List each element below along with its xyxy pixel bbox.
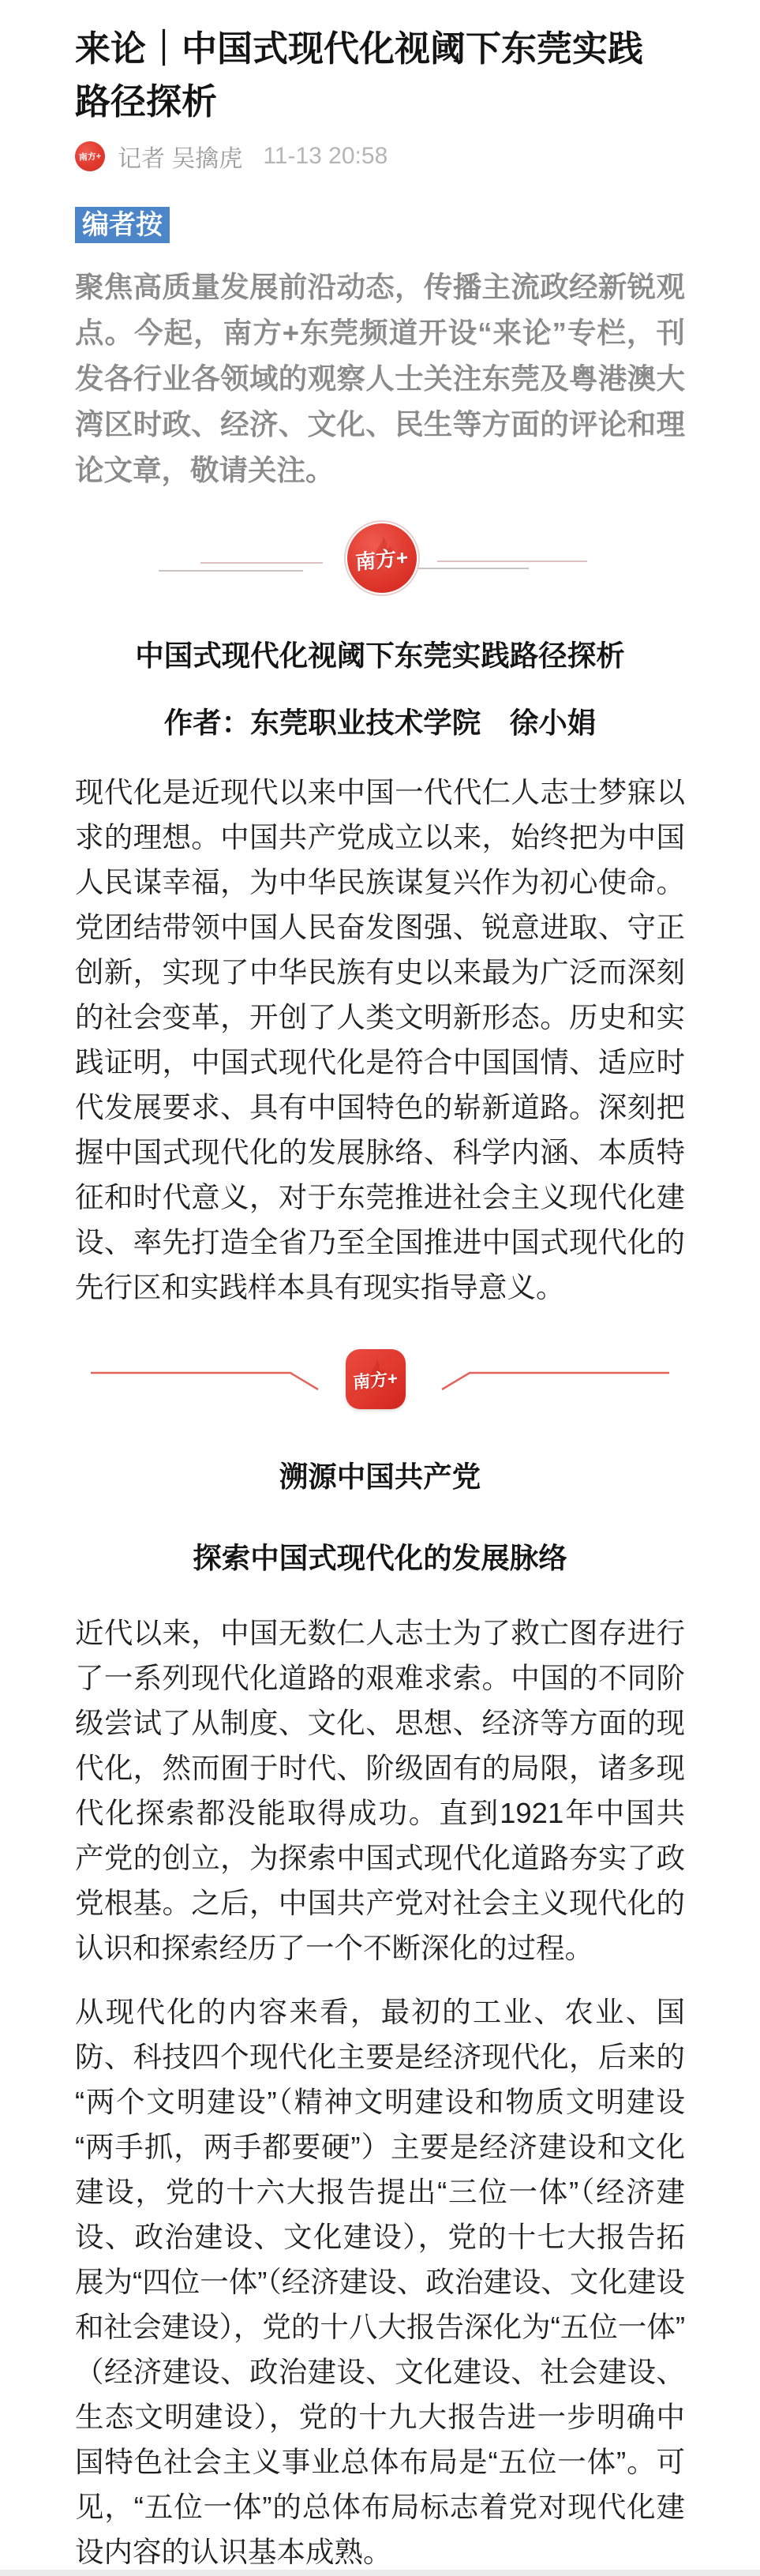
section2-heading-line1: 溯源中国共产党 (279, 1460, 481, 1493)
nanfang-plus-avatar-icon: 南方+ (74, 141, 107, 173)
section-divider-app-icon (75, 1341, 685, 1420)
divider-line (159, 570, 303, 572)
section1-heading: 中国式现代化视阈下东莞实践路径探析 (135, 639, 625, 672)
divider-line-left (89, 1370, 342, 1392)
section2-heading-line2: 探索中国式现代化的发展脉络 (193, 1542, 567, 1574)
divider-line (200, 562, 323, 564)
publish-time: 11-13 20:58 (263, 143, 388, 169)
nanfang-plus-logo-text: 南方+ (352, 1367, 399, 1393)
editor-note-badge: 编者按 (75, 207, 170, 243)
reporter-name[interactable]: 记者 吴擒虎 (118, 146, 243, 172)
nanfang-plus-app-logo-icon (346, 1349, 406, 1409)
divider-line (416, 568, 529, 569)
section1-author: 作者：东莞职业技术学院 徐小娟 (163, 707, 597, 739)
divider-line (437, 561, 587, 562)
clipped-next-block-edge (0, 2570, 760, 2576)
paragraph: 现代化是近现代以来中国一代代仁人志士梦寐以求的理想。中国共产党成立以来，始终把为中国人民谋幸福，为中华民族谋复兴作为初心使命。党团结带领中国人民奋发图强、锐意进取、守正创新，实现了中华民族有史以来最为广泛而深刻的社会变革，开创了人类文明新形态。历史和实践证明，中国式现代化是符合中国国情、适应时代发展要求、具有中国特色的崭新道路。深刻把握中国式现代化的发展脉络、科学内涵、本质特征和时代意义，对于东莞推进社会主义现代化建设、率先打造全省乃至全国推进中国式现代化的先行区和实践样本具有现实指导意义。 (75, 776, 685, 1303)
paragraph: 近代以来，中国无数仁人志士为了救亡图存进行了一系列现代化道路的艰难求索。中国的不同阶级尝试了从制度、文化、思想、经济等方面的现代化，然而囿于时代、阶级固有的局限，诸多现代化探索都没能取得成功。直到1921年中国共产党的创立，为探索中国式现代化道路夯实了政党根基。之后，中国共产党对社会主义现代化的认识和探索经历了一个不断深化的过程。 (75, 1617, 685, 1964)
paragraph: 从现代化的内容来看，最初的工业、农业、国防、科技四个现代化主要是经济现代化，后来的“两个文明建设”（精神文明建设和物质文明建设 “两手抓，两手都要硬”）主要是经济建设和文化建设，党的十六大报告提出“三位一体”（经济建设、政治建设、文化建设），党的十七大报告拓展为“四位一体”（经济建设、政治建设、文化建设和社会建设），党的十八大报告深化为“五位一体”（经济建设、政治建设、文化建设、社会建设、生态文明建设），党的十九大报告进一步明确中国特色社会主义事业总体布局是“五位一体”。可见，“五位一体”的总体布局标志着党对现代化建设内容的认识基本成熟。 (75, 1996, 685, 2568)
section-divider-circle (75, 519, 685, 598)
nanfang-plus-logo-text: 南方+ (354, 544, 409, 575)
article-title: 来论｜中国式现代化视阈下东莞实践路径探析 (75, 28, 644, 122)
nanfang-plus-circle-logo-icon (346, 522, 418, 594)
editor-note-text: 聚焦高质量发展前沿动态，传播主流政经新锐观点。今起，南方+东莞频道开设“来论”专栏，刊发各行业各领域的观察人士关注东莞及粤港澳大湾区时政、经济、文化、民生等方面的评论和理论文章，敬请关注。 (75, 271, 685, 486)
byline (75, 141, 685, 172)
divider-line-right (418, 1370, 671, 1392)
